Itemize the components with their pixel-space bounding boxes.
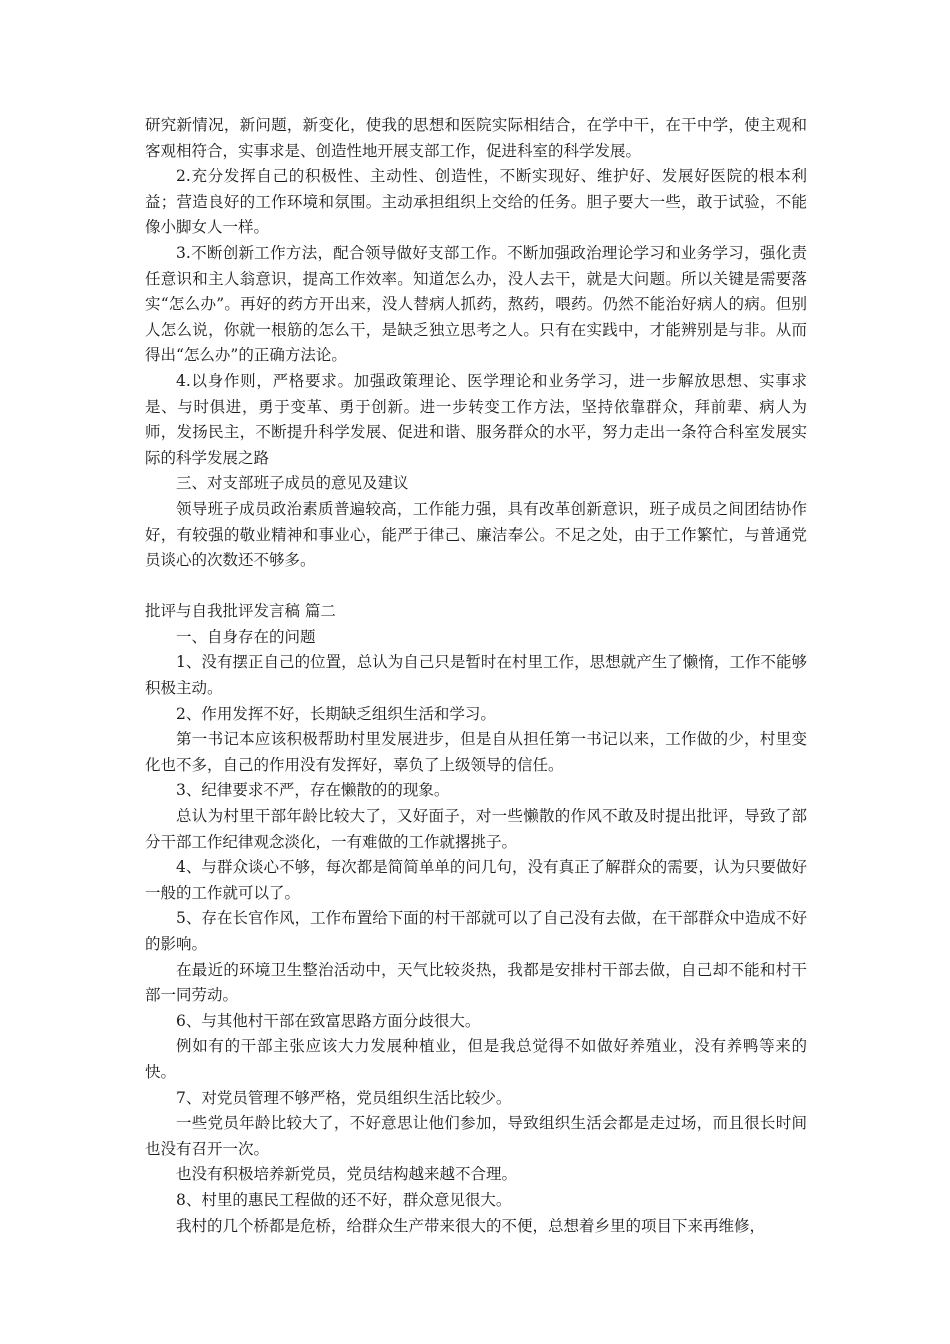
section-heading: 一、自身存在的问题 (176, 627, 316, 646)
paragraph: 2.充分发挥自己的积极性、主动性、创造性，不断实现好、维护好、发展好医院的根本利益；营造良好的工作环境和氛围。主动承担组织上交给的任务。胆子要大一些，敢于试验，不能像小脚女人一样。 (145, 167, 807, 237)
paragraph: 我村的几个桥都是危桥，给群众生产带来很大的不便，总想着乡里的项目下来再维修， (176, 1216, 766, 1235)
paragraph: 1、没有摆正自己的位置，总认为自己只是暂时在村里工作，思想就产生了懒惰，工作不能够积极主动。 (145, 653, 807, 698)
section-heading: 三、对支部班子成员的意见及建议 (176, 474, 409, 493)
paragraph: 总认为村里干部年龄比较大了，又好面子，对一些懒散的作风不敢及时提出批评，导致了部分干部工作纪律观念淡化，一有难做的工作就撂挑子。 (145, 807, 807, 851)
paragraph: 6、与其他村干部在致富思路方面分歧很大。 (176, 1011, 481, 1030)
paragraph: 领导班子成员政治素质普遍较高，工作能力强，具有改革创新意识，班子成员之间团结协作好，有较强的敬业精神和事业心，能严于律己、廉洁奉公。不足之处，由于工作繁忙，与普通党员谈心的次数还不够多。 (145, 499, 807, 570)
document-title: 批评与自我批评发言稿 篇二 (145, 602, 336, 621)
paragraph: 在最近的环境卫生整治活动中，天气比较炎热，我都是安排村干部去做，自己却不能和村干部一同劳动。 (145, 960, 807, 1005)
paragraph: 4.以身作则，严格要求。加强政策理论、医学理论和业务学习，进一步解放思想、实事求是、与时俱进，勇于变革、勇于创新。进一步转变工作方法，坚持依靠群众，拜前辈、病人为师，发扬民主，不断提升科学发展、促进和谐、服务群众的水平，努力走出一条符合科室发展实际的科学发展之路 (145, 371, 807, 467)
paragraph: 也没有积极培养新党员，党员结构越来越不合理。 (176, 1165, 518, 1184)
paragraph: 2、作用发挥不好，长期缺乏组织生活和学习。 (176, 704, 496, 723)
paragraph: 研究新情况，新问题，新变化，使我的思想和医院实际相结合，在学中干，在干中学，使主观和客观相符合，实事求是、创造性地开展支部工作，促进科室的科学发展。 (145, 116, 807, 160)
paragraph: 4、与群众谈心不够，每次都是简简单单的问几句，没有真正了解群众的需要，认为只要做好一般的工作就可以了。 (145, 858, 807, 902)
paragraph: 例如有的干部主张应该大力发展种植业，但是我总觉得不如做好养殖业，没有养鸭等来的快。 (145, 1037, 807, 1081)
document-page (145, 113, 807, 1239)
paragraph: 第一书记本应该积极帮助村里发展进步，但是自从担任第一书记以来，工作做的少，村里变化也不多，自己的作用没有发挥好，辜负了上级领导的信任。 (145, 730, 807, 774)
paragraph: 3、纪律要求不严，存在懒散的的现象。 (176, 781, 450, 800)
paragraph: 一些党员年龄比较大了，不好意思让他们参加，导致组织生活会都是走过场，而且很长时间也没有召开一次。 (145, 1114, 807, 1158)
blank-line (145, 574, 807, 600)
paragraph: 7、对党员管理不够严格，党员组织生活比较少。 (176, 1088, 512, 1107)
paragraph: 8、村里的惠民工程做的还不好，群众意见很大。 (176, 1190, 512, 1209)
paragraph: 5、存在长官作风，工作布置给下面的村干部就可以了自己没有去做，在干部群众中造成不好的影响。 (145, 909, 807, 953)
paragraph: 3.不断创新工作方法，配合领导做好支部工作。不断加强政治理论学习和业务学习，强化责任意识和主人翁意识，提高工作效率。知道怎么办，没人去干，就是大问题。所以关键是需要落实“怎么办”。再好的药方开出来，没人替病人抓药，熬药，喂药。仍然不能治好病人的病。但别人怎么说，你就一根筋的怎么干，是缺乏独立思考之人。只有在实践中，才能辨别是与非。从而得出“怎么办”的正确方法论。 (145, 243, 807, 365)
